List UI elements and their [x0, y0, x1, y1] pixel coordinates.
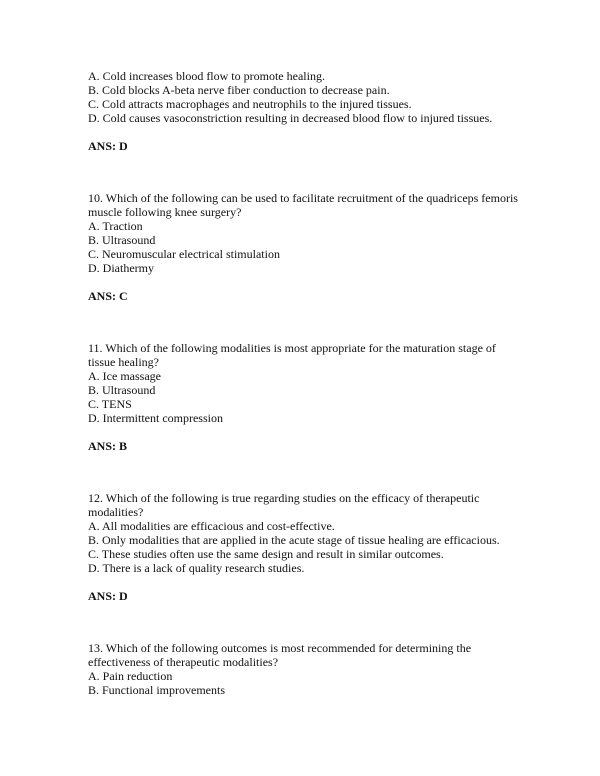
- question-12-option-c: C. These studies often use the same design and result in similar outcomes.: [88, 547, 444, 561]
- question-13-text-line-2: effectiveness of therapeutic modalities?: [88, 655, 279, 669]
- question-9-option-d: D. Cold causes vasoconstriction resulting in decreased blood flow to injured tissues.: [88, 111, 493, 125]
- question-11-block: [88, 341, 582, 425]
- question-12-answer: ANS: D: [88, 589, 128, 603]
- question-9-options-block: [88, 69, 582, 125]
- question-11-text-line-1: 11. Which of the following modalities is most appropriate for the maturation stage of: [88, 341, 496, 355]
- question-10-answer: ANS: C: [88, 289, 128, 303]
- question-12-block: [88, 491, 582, 575]
- question-11-option-b: B. Ultrasound: [88, 383, 156, 397]
- question-10-option-c: C. Neuromuscular electrical stimulation: [88, 247, 280, 261]
- question-12-option-b: B. Only modalities that are applied in the acute stage of tissue healing are efficacious.: [88, 533, 500, 547]
- question-10-option-d: D. Diathermy: [88, 261, 154, 275]
- question-11-option-d: D. Intermittent compression: [88, 411, 223, 425]
- question-11-answer: ANS: B: [88, 439, 128, 453]
- question-9-option-b: B. Cold blocks A-beta nerve fiber conduction to decrease pain.: [88, 83, 390, 97]
- question-9-option-a: A. Cold increases blood flow to promote healing.: [88, 69, 325, 83]
- question-12-text-line-2: modalities?: [88, 505, 144, 519]
- question-9-answer: ANS: D: [88, 139, 128, 153]
- question-13-text-line-1: 13. Which of the following outcomes is most recommended for determining the: [88, 641, 472, 655]
- question-12-text-line-1: 12. Which of the following is true regarding studies on the efficacy of therapeutic: [88, 491, 480, 505]
- question-11-text-line-2: tissue healing?: [88, 355, 159, 369]
- question-13-option-a: A. Pain reduction: [88, 669, 173, 683]
- question-10-option-b: B. Ultrasound: [88, 233, 156, 247]
- question-12-option-a: A. All modalities are efficacious and cost-effective.: [88, 519, 335, 533]
- question-13-option-b: B. Functional improvements: [88, 683, 225, 697]
- question-10-block: [88, 191, 582, 275]
- question-10-option-a: A. Traction: [88, 219, 143, 233]
- question-11-option-a: A. Ice massage: [88, 369, 161, 383]
- question-10-text-line-2: muscle following knee surgery?: [88, 205, 242, 219]
- question-10-text-line-1: 10. Which of the following can be used to facilitate recruitment of the quadriceps femoris: [88, 191, 518, 205]
- question-11-option-c: C. TENS: [88, 397, 132, 411]
- question-13-block: [88, 641, 582, 697]
- question-9-option-c: C. Cold attracts macrophages and neutrophils to the injured tissues.: [88, 97, 412, 111]
- question-12-option-d: D. There is a lack of quality research studies.: [88, 561, 305, 575]
